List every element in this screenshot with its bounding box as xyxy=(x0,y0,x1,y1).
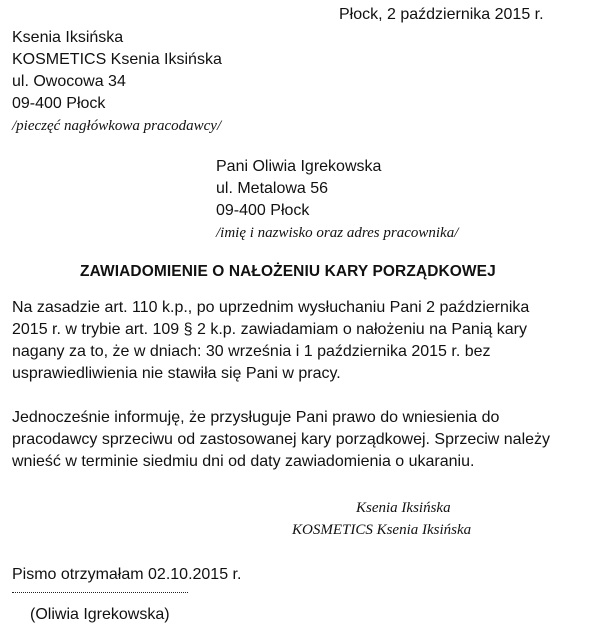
paragraph-line: wnieść w terminie siedmiu dni od daty zawiadomienia o ukaraniu. xyxy=(12,453,475,470)
employee-street: ul. Metalowa 56 xyxy=(216,180,329,197)
employer-street: ul. Owocowa 34 xyxy=(12,73,126,90)
document-title: ZAWIADOMIENIE O NAŁOŻENIU KARY PORZĄDKOWEJ xyxy=(80,263,496,280)
document-date: Płock, 2 października 2015 r. xyxy=(339,6,544,23)
signature-company: KOSMETICS Ksenia Iksińska xyxy=(292,522,472,538)
paragraph-penalty xyxy=(12,297,590,385)
signature-name: Ksenia Iksińska xyxy=(356,500,451,516)
employee-city: 09-400 Płock xyxy=(216,202,310,219)
employer-city: 09-400 Płock xyxy=(12,95,106,112)
paragraph-line: Na zasadzie art. 110 k.p., po uprzednim wysłuchaniu Pani 2 października xyxy=(12,299,530,316)
receipt-text: Pismo otrzymałam 02.10.2015 r. xyxy=(12,566,242,583)
paragraph-line: Jednocześnie informuję, że przysługuje Pani prawo do wniesienia do xyxy=(12,409,500,426)
employer-name: Ksenia Iksińska xyxy=(12,29,124,46)
paragraph-line: nagany za to, że w dniach: 30 września i 1 października 2015 r. bez xyxy=(12,343,491,360)
paragraph-appeal-info xyxy=(12,407,590,473)
employee-note: /imię i nazwisko oraz adres pracownika/ xyxy=(216,225,459,241)
receipt-signer: (Oliwia Igrekowska) xyxy=(30,606,170,623)
paragraph-line: 2015 r. w trybie art. 109 § 2 k.p. zawiadamiam o nałożeniu na Panią kary xyxy=(12,321,527,338)
paragraph-line: pracodawcy sprzeciwu od zastosowanej kary porządkowej. Sprzeciw należy xyxy=(12,431,551,448)
employee-name: Pani Oliwia Igrekowska xyxy=(216,158,382,175)
signature-dotted-line xyxy=(12,592,188,593)
employer-company: KOSMETICS Ksenia Iksińska xyxy=(12,51,222,68)
paragraph-line: usprawiedliwienia nie stawiła się Pani w pracy. xyxy=(12,365,341,382)
employer-stamp-note: /pieczęć nagłówkowa pracodawcy/ xyxy=(12,118,222,134)
